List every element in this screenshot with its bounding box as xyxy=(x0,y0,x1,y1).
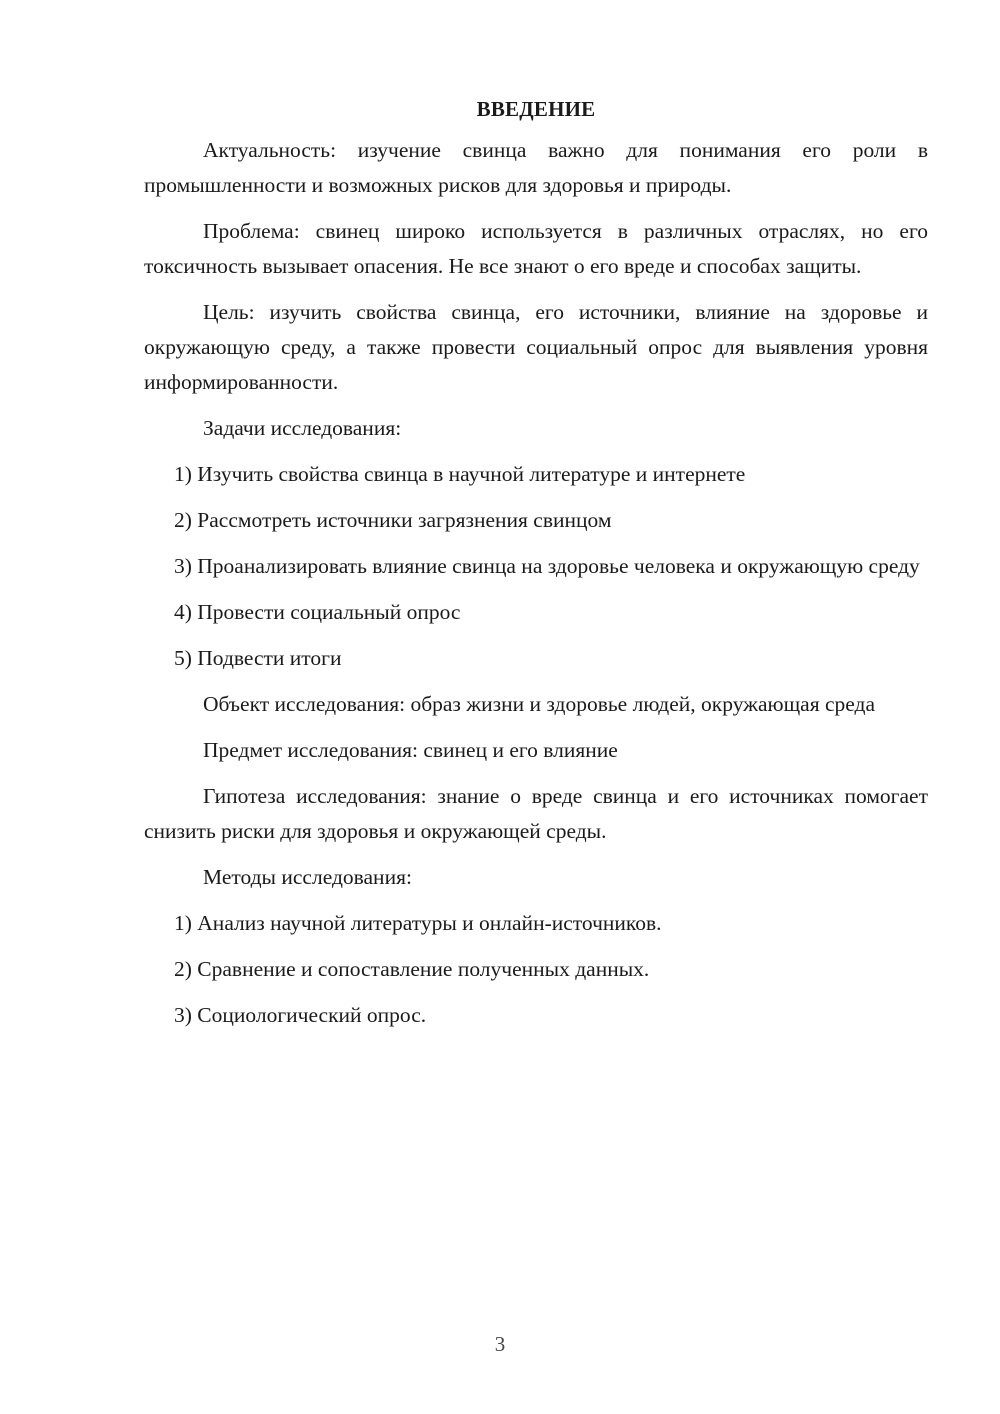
task-item: 2) Рассмотреть источники загрязнения свинцом xyxy=(174,508,612,532)
method-item: 1) Анализ научной литературы и онлайн-источников. xyxy=(174,911,662,935)
document-page xyxy=(144,92,928,1044)
task-item: 5) Подвести итоги xyxy=(174,646,342,670)
task-item: 4) Провести социальный опрос xyxy=(174,600,461,624)
object-paragraph: Объект исследования: образ жизни и здоровье людей, окружающая среда xyxy=(203,692,876,716)
method-item: 3) Социологический опрос. xyxy=(174,1003,427,1027)
methods-heading: Методы исследования: xyxy=(203,865,412,889)
method-item: 2) Сравнение и сопоставление полученных данных. xyxy=(174,957,650,981)
page-number: 3 xyxy=(494,1332,506,1356)
problem-paragraph: Проблема: свинец широко используется в различных отраслях, но его токсичность вызывает опасения. Не все знают о его вреде и способах защиты. xyxy=(144,219,928,278)
tasks-heading: Задачи исследования: xyxy=(203,416,402,440)
relevance-paragraph: Актуальность: изучение свинца важно для понимания его роли в промышленности и возможных рисков для здоровья и природы. xyxy=(144,138,928,197)
task-item: 1) Изучить свойства свинца в научной литературе и интернете xyxy=(174,462,746,486)
task-item: 3) Проанализировать влияние свинца на здоровье человека и окружающую среду xyxy=(174,554,920,578)
hypothesis-paragraph: Гипотеза исследования: знание о вреде свинца и его источниках помогает снизить риски для здоровья и окружающей среды. xyxy=(144,784,928,843)
subject-paragraph: Предмет исследования: свинец и его влияние xyxy=(203,738,618,762)
goal-paragraph: Цель: изучить свойства свинца, его источники, влияние на здоровье и окружающую среду, а также провести социальный опрос для выявления уровня информированности. xyxy=(144,300,928,394)
section-title: ВВЕДЕНИЕ xyxy=(476,97,596,121)
